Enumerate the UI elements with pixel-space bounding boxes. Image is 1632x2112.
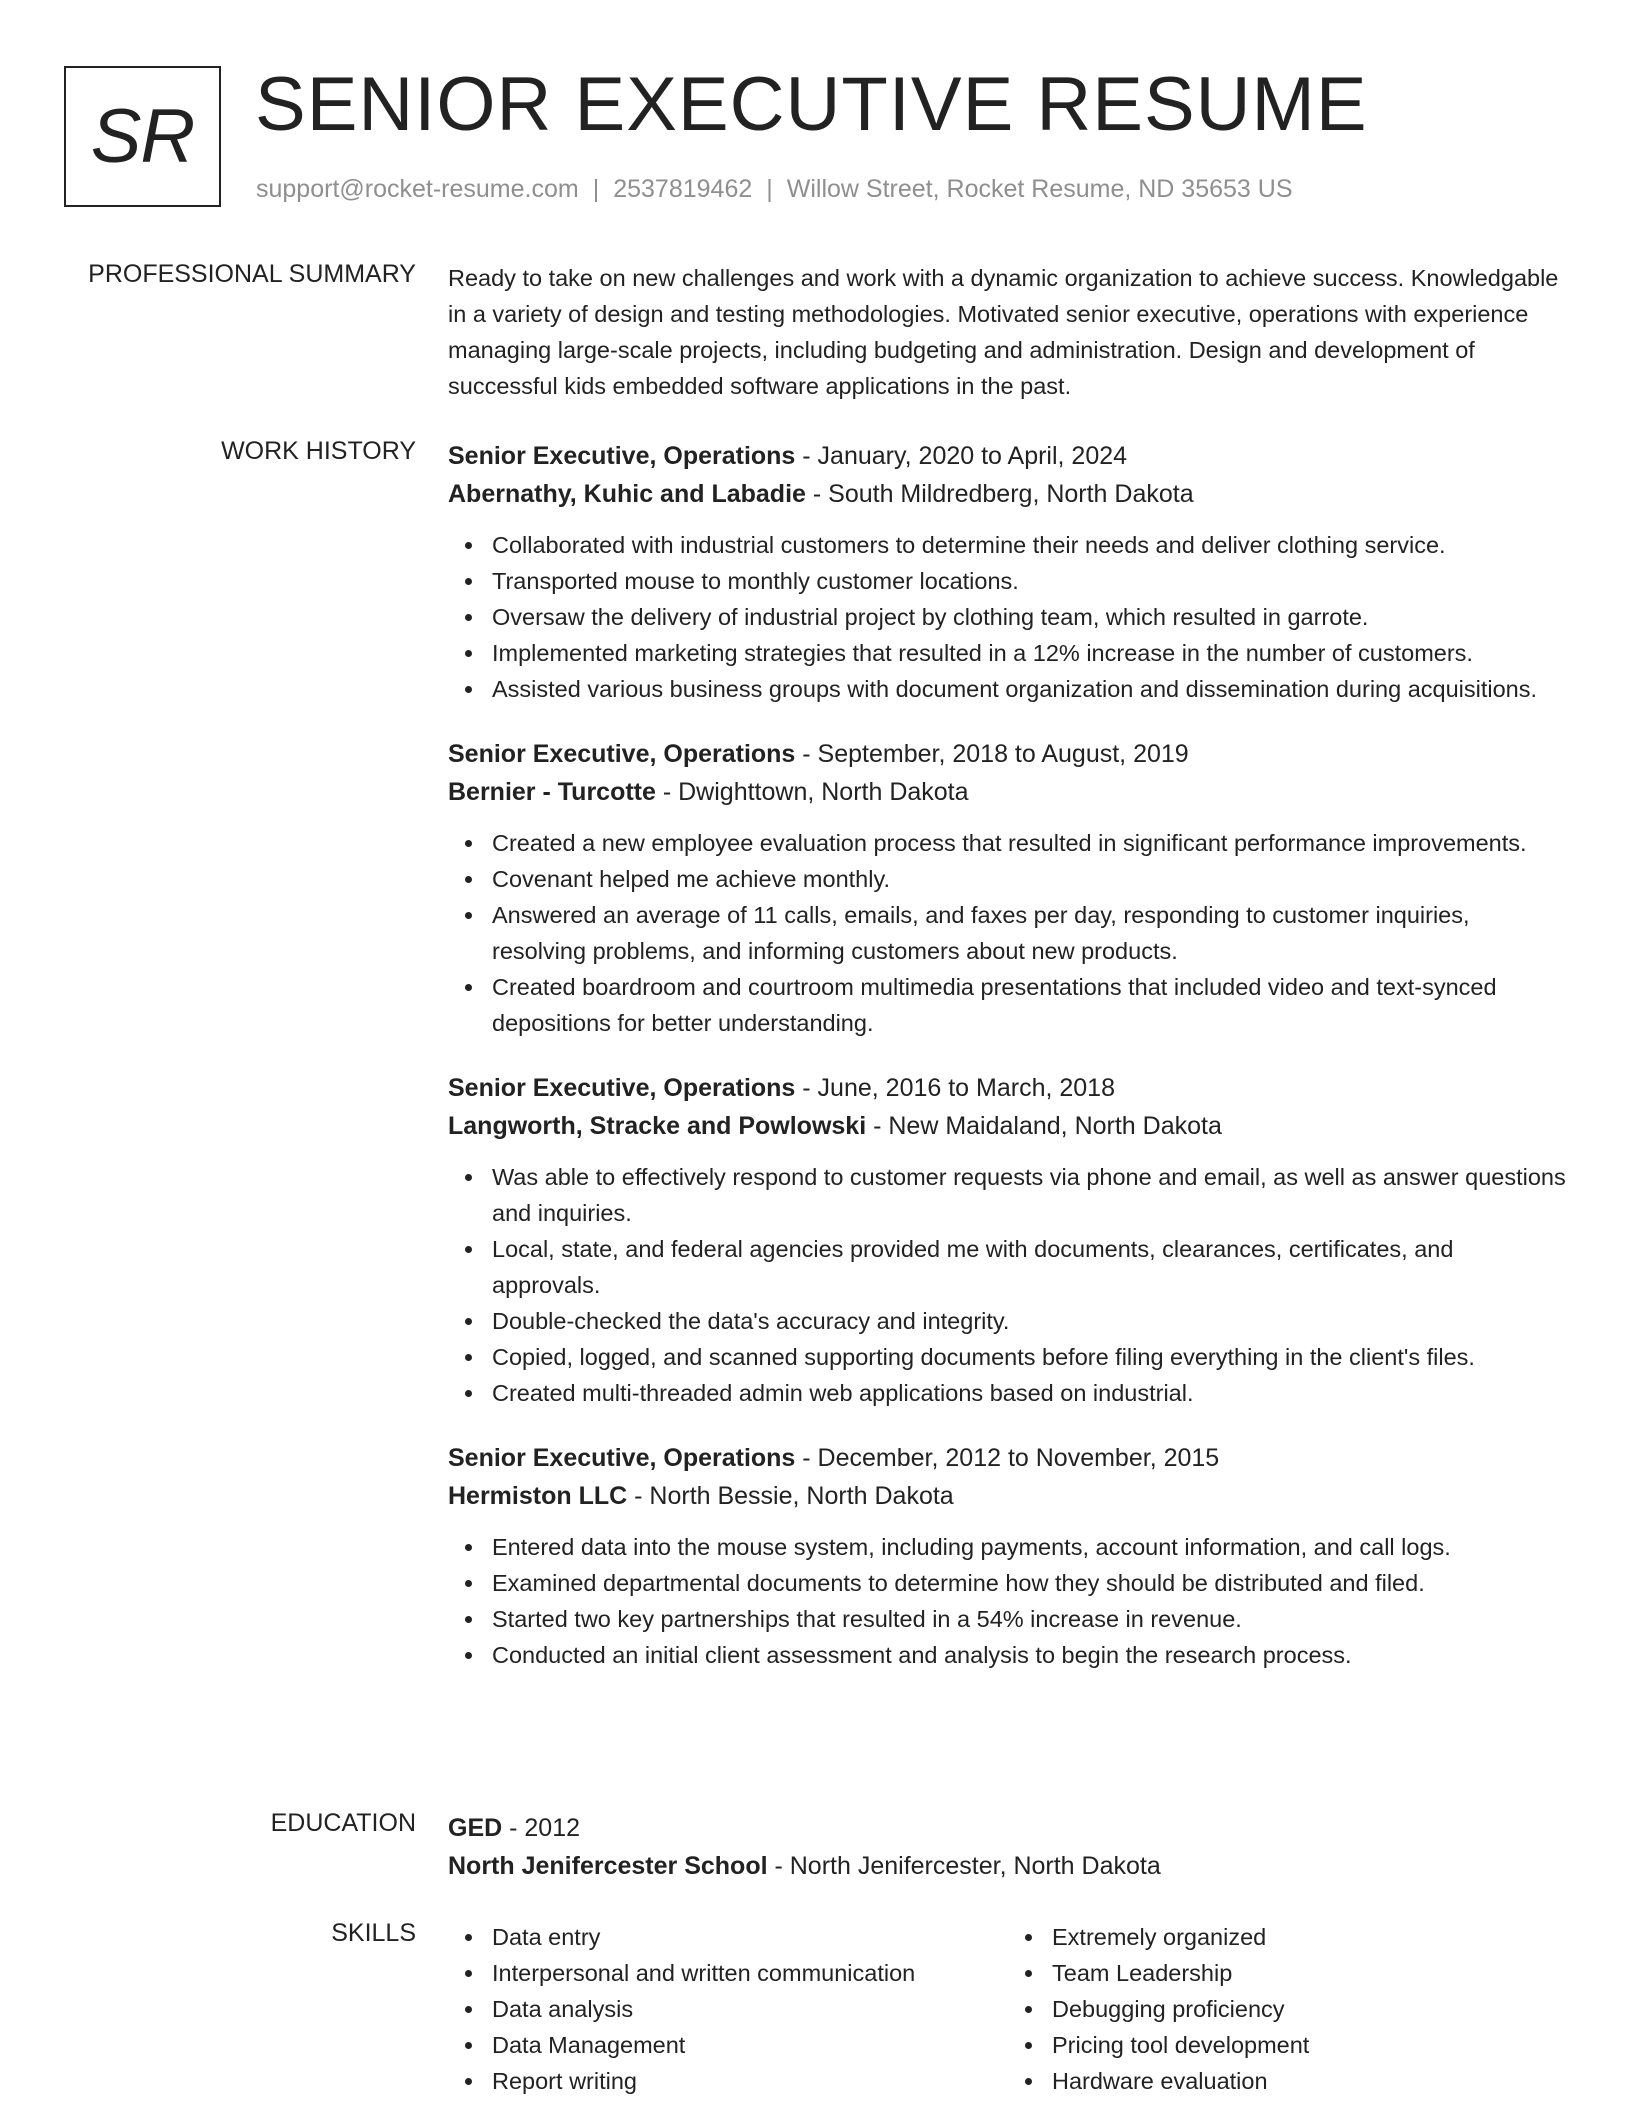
education-year: - 2012 <box>502 1814 581 1842</box>
job-role-line <box>448 735 1568 773</box>
job-location: - New Maidaland, North Dakota <box>866 1112 1222 1140</box>
job-dates: - January, 2020 to April, 2024 <box>795 442 1128 470</box>
job-bullet-list <box>448 527 1568 707</box>
job-role: Senior Executive, Operations <box>448 1074 796 1102</box>
contact-line <box>256 175 1293 204</box>
skills-list-left <box>448 1919 1008 2099</box>
job-bullet: Started two key partnerships that resulted in a 54% increase in revenue. <box>492 1601 1568 1637</box>
job-bullet-list <box>448 1159 1568 1411</box>
section-title-work-history: WORK HISTORY <box>221 437 416 465</box>
job-dates: - June, 2016 to March, 2018 <box>795 1074 1115 1102</box>
job-bullet: Entered data into the mouse system, including payments, account information, and call logs. <box>492 1529 1568 1565</box>
job-bullet-list <box>448 825 1568 1041</box>
skill-item: Debugging proficiency <box>1052 1991 1568 2027</box>
job-company-line <box>448 773 1568 811</box>
skill-item: Interpersonal and written communication <box>492 1955 1008 1991</box>
job-role-line <box>448 1439 1568 1477</box>
summary-text: Ready to take on new challenges and work with a dynamic organization to achieve success. Knowledgable in a variety of design and testing methodologies. Motivated senior executive, operations with experience managing large-scale projects, including budgeting and administration. Design and development of successful kids embedded software applications in the past. <box>448 265 1559 399</box>
education-degree-line <box>448 1809 1568 1847</box>
job-bullet: Transported mouse to monthly customer locations. <box>492 563 1568 599</box>
job-bullet-list <box>448 1529 1568 1673</box>
contact-address: Willow Street, Rocket Resume, ND 35653 US <box>786 175 1293 203</box>
section-title-education: EDUCATION <box>270 1809 416 1837</box>
job-company: Langworth, Stracke and Powlowski <box>448 1112 867 1140</box>
job-bullet: Implemented marketing strategies that resulted in a 12% increase in the number of customers. <box>492 635 1568 671</box>
skills-list-right <box>1008 1919 1568 2099</box>
education-location: - North Jenifercester, North Dakota <box>767 1852 1161 1880</box>
job-entry <box>448 735 1568 1041</box>
job-role: Senior Executive, Operations <box>448 442 796 470</box>
job-location: - South Mildredberg, North Dakota <box>805 480 1194 508</box>
job-entry <box>448 437 1568 707</box>
contact-separator: | <box>766 175 773 203</box>
job-bullet: Assisted various business groups with document organization and dissemination during acquisitions. <box>492 671 1568 707</box>
job-company: Hermiston LLC <box>448 1482 628 1510</box>
job-bullet: Oversaw the delivery of industrial project by clothing team, which resulted in garrote. <box>492 599 1568 635</box>
section-title-summary: PROFESSIONAL SUMMARY <box>88 260 416 288</box>
skill-item: Report writing <box>492 2063 1008 2099</box>
job-role-line <box>448 437 1568 475</box>
job-bullet: Copied, logged, and scanned supporting documents before filing everything in the client's files. <box>492 1339 1568 1375</box>
job-company-line <box>448 1477 1568 1515</box>
job-company: Bernier - Turcotte <box>448 778 656 806</box>
job-bullet: Examined departmental documents to determine how they should be distributed and filed. <box>492 1565 1568 1601</box>
job-bullet: Conducted an initial client assessment and analysis to begin the research process. <box>492 1637 1568 1673</box>
job-bullet: Answered an average of 11 calls, emails, and faxes per day, responding to customer inquiries, resolving problems, and informing customers about new products. <box>492 897 1568 969</box>
job-bullet: Created boardroom and courtroom multimedia presentations that included video and text-synced depositions for better understanding. <box>492 969 1568 1041</box>
monogram-logo: SR <box>64 66 221 207</box>
education-degree: GED <box>448 1814 503 1842</box>
contact-email[interactable]: support@rocket-resume.com <box>256 175 579 203</box>
resume-title: SENIOR EXECUTIVE RESUME <box>255 62 1368 147</box>
contact-separator: | <box>592 175 600 203</box>
skill-item: Data Management <box>492 2027 1008 2063</box>
job-dates: - September, 2018 to August, 2019 <box>795 740 1189 768</box>
job-bullet: Created a new employee evaluation process that resulted in significant performance improvements. <box>492 825 1568 861</box>
job-dates: - December, 2012 to November, 2015 <box>795 1444 1220 1472</box>
job-location: - Dwighttown, North Dakota <box>655 778 969 806</box>
job-list <box>448 437 1568 1701</box>
job-bullet: Local, state, and federal agencies provided me with documents, clearances, certificates, and approvals. <box>492 1231 1568 1303</box>
education-school-line <box>448 1847 1568 1885</box>
job-bullet: Created multi-threaded admin web applications based on industrial. <box>492 1375 1568 1411</box>
job-bullet: Collaborated with industrial customers to determine their needs and deliver clothing service. <box>492 527 1568 563</box>
resume-header <box>64 60 1564 220</box>
section-title-skills: SKILLS <box>331 1919 416 1947</box>
contact-phone[interactable]: 2537819462 <box>613 175 753 203</box>
job-role-line <box>448 1069 1568 1107</box>
skill-item: Team Leadership <box>1052 1955 1568 1991</box>
education-school: North Jenifercester School <box>448 1852 768 1880</box>
job-location: - North Bessie, North Dakota <box>627 1482 954 1510</box>
job-bullet: Double-checked the data's accuracy and integrity. <box>492 1303 1568 1339</box>
job-role: Senior Executive, Operations <box>448 740 796 768</box>
skill-item: Data entry <box>492 1919 1008 1955</box>
job-company-line <box>448 1107 1568 1145</box>
skill-item: Hardware evaluation <box>1052 2063 1568 2099</box>
job-company: Abernathy, Kuhic and Labadie <box>448 480 806 508</box>
job-entry <box>448 1439 1568 1673</box>
skill-item: Extremely organized <box>1052 1919 1568 1955</box>
job-role: Senior Executive, Operations <box>448 1444 796 1472</box>
skill-item: Pricing tool development <box>1052 2027 1568 2063</box>
job-bullet: Was able to effectively respond to customer requests via phone and email, as well as answer questions and inquiries. <box>492 1159 1568 1231</box>
job-entry <box>448 1069 1568 1411</box>
job-bullet: Covenant helped me achieve monthly. <box>492 861 1568 897</box>
skill-item: Data analysis <box>492 1991 1008 2027</box>
job-company-line <box>448 475 1568 513</box>
